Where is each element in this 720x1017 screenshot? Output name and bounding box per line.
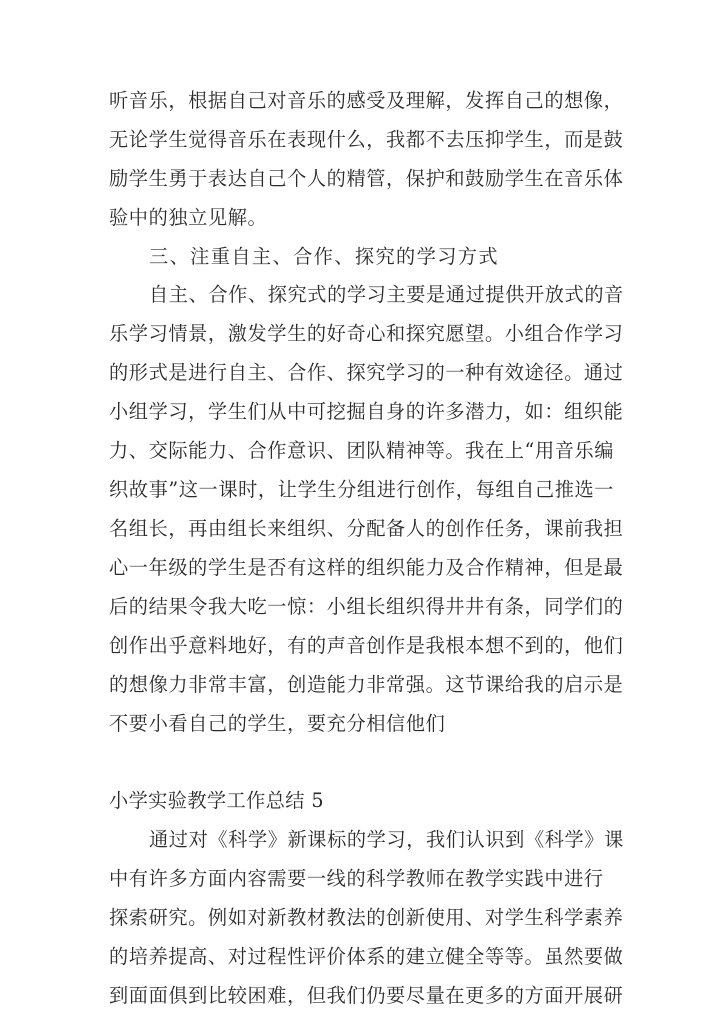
section-heading: 三、注重自主、合作、探究的学习方式 [149, 245, 499, 268]
paragraph-line: 织故事”这一课时，让学生分组进行创作，每组自己推选一 [109, 478, 615, 501]
paragraph-line: 励学生勇于表达自己个人的精管，保护和鼓励学生在音乐体 [109, 167, 624, 190]
paragraph-line: 的想像力非常丰富，创造能力非常强。这节课给我的启示是 [109, 673, 624, 696]
document-title: 小学实验教学工作总结 5 [109, 789, 324, 812]
paragraph-line: 创作出乎意料地好，有的声音创作是我根本想不到的，他们 [109, 634, 624, 657]
paragraph-line: 的形式是进行自主、合作、探究学习的一种有效途径。通过 [109, 361, 624, 384]
paragraph-line: 自主、合作、探究式的学习主要是通过提供开放式的音 [149, 283, 624, 306]
paragraph-line: 名组长，再由组长来组织、分配备人的创作任务，课前我担 [109, 517, 624, 540]
paragraph-line: 的培养提高、对过程性评价体系的建立健全等等。虽然要做 [109, 945, 624, 968]
paragraph-line: 力、交际能力、合作意识、团队精神等。我在上“用音乐编 [109, 439, 615, 462]
paragraph-line: 到面面俱到比较困难，但我们仍要尽量在更多的方面开展研 [109, 984, 624, 1007]
paragraph-line: 小组学习，学生们从中可挖掘自身的许多潜力，如：组织能 [109, 400, 624, 423]
paragraph-line: 中有许多方面内容需要一线的科学教师在教学实践中进行 [109, 867, 604, 890]
paragraph-line: 乐学习情景，激发学生的好奇心和探究愿望。小组合作学习 [109, 322, 624, 345]
paragraph-line: 探索研究。例如对新教材教法的创新使用、对学生科学素养 [109, 906, 624, 929]
paragraph-line: 不要小看自己的学生，要充分相信他们 [109, 712, 446, 735]
paragraph-line: 验中的独立见解。 [109, 206, 268, 229]
paragraph-line: 听音乐，根据自己对音乐的感受及理解，发挥自己的想像， [109, 89, 624, 112]
paragraph-line: 通过对《科学》新课标的学习，我们认识到《科学》课 [149, 828, 624, 851]
paragraph-line: 心一年级的学生是否有这样的组织能力及合作精神，但是最 [109, 556, 624, 579]
paragraph-line: 无论学生觉得音乐在表现什么，我都不去压抑学生，而是鼓 [109, 128, 624, 151]
paragraph-line: 后的结果令我大吃一惊：小组长组织得井井有条，同学们的 [109, 595, 624, 618]
